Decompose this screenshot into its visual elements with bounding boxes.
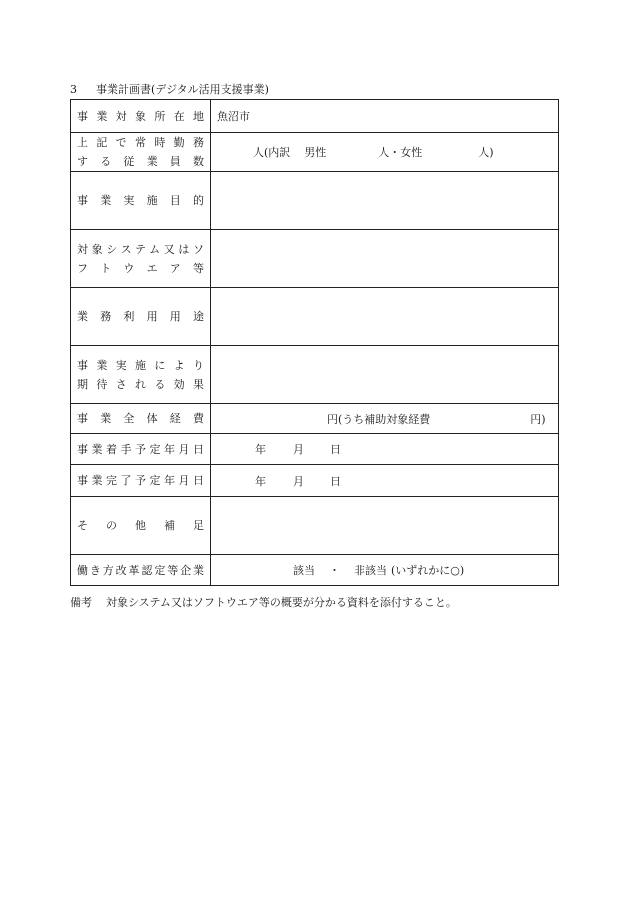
label-effect-line1: 事業実施により: [77, 358, 204, 372]
label-purpose: 事業実施目的: [71, 172, 211, 230]
cost-yen-close: 円): [530, 412, 546, 426]
value-other[interactable]: [211, 497, 559, 555]
end-month: 月: [293, 474, 304, 488]
label-end-date: 事業完了予定年月日: [71, 465, 211, 497]
remarks-prefix: 備考: [70, 596, 92, 609]
employees-female: 人・女性: [378, 146, 423, 159]
label-start-date: 事業着手予定年月日: [71, 434, 211, 465]
row-start-date: [71, 434, 559, 465]
reform-separator: ・: [329, 564, 340, 577]
value-reform[interactable]: [211, 555, 559, 586]
row-system: [71, 230, 559, 288]
label-usage: 業務利用用途: [71, 288, 211, 346]
employees-male: 男性: [304, 146, 327, 159]
row-usage: [71, 288, 559, 346]
row-end-date: [71, 465, 559, 497]
value-start-date[interactable]: [211, 434, 559, 465]
label-cost: 事業全体経費: [71, 404, 211, 434]
section-title: 事業計画書(デジタル活用支援事業): [96, 83, 269, 96]
label-effect-line2: 期待される効果: [77, 377, 204, 391]
value-purpose[interactable]: [211, 172, 559, 230]
label-other: その他補足: [71, 497, 211, 555]
reform-choice-yes[interactable]: 該当: [293, 564, 315, 577]
end-year: 年: [255, 474, 266, 488]
value-system[interactable]: [211, 230, 559, 288]
label-effect: [71, 346, 211, 404]
value-usage[interactable]: [211, 288, 559, 346]
employees-unit: 人(内訳: [253, 146, 291, 159]
row-employees: [71, 133, 559, 172]
row-cost: [71, 404, 559, 434]
label-employees-line1: 上記で常時勤務: [77, 136, 204, 149]
start-year: 年: [255, 443, 266, 456]
value-location[interactable]: 魚沼市: [211, 100, 559, 133]
row-other: [71, 497, 559, 555]
employees-close: 人): [478, 146, 494, 159]
label-employees-line2: する従業員数: [77, 155, 204, 168]
end-day: 日: [330, 474, 341, 488]
row-location: [71, 100, 559, 133]
label-system: [71, 230, 211, 288]
label-system-line1: 対象システム又はソ: [77, 242, 204, 256]
value-effect[interactable]: [211, 346, 559, 404]
section-number: 3: [70, 83, 77, 96]
row-purpose: [71, 172, 559, 230]
cost-yen-open: 円(うち補助対象経費: [327, 412, 431, 426]
label-system-line2: フトウエア等: [77, 261, 204, 275]
reform-hint: (いずれかに○): [391, 564, 465, 577]
label-reform: 働き方改革認定等企業: [71, 555, 211, 586]
label-employees: [71, 133, 211, 172]
value-end-date[interactable]: [211, 465, 559, 497]
value-employees[interactable]: [211, 133, 559, 172]
remarks: [70, 594, 457, 610]
start-month: 月: [293, 443, 304, 456]
business-plan-table: [70, 99, 559, 586]
row-effect: [71, 346, 559, 404]
section-heading: [70, 81, 269, 97]
remarks-text: 対象システム又はソフトウエア等の概要が分かる資料を添付すること。: [106, 596, 457, 609]
value-cost[interactable]: [211, 404, 559, 434]
reform-choice-no[interactable]: 非該当: [354, 564, 387, 577]
label-location: 事業対象所在地: [71, 100, 211, 133]
row-reform: [71, 555, 559, 586]
start-day: 日: [330, 443, 341, 456]
